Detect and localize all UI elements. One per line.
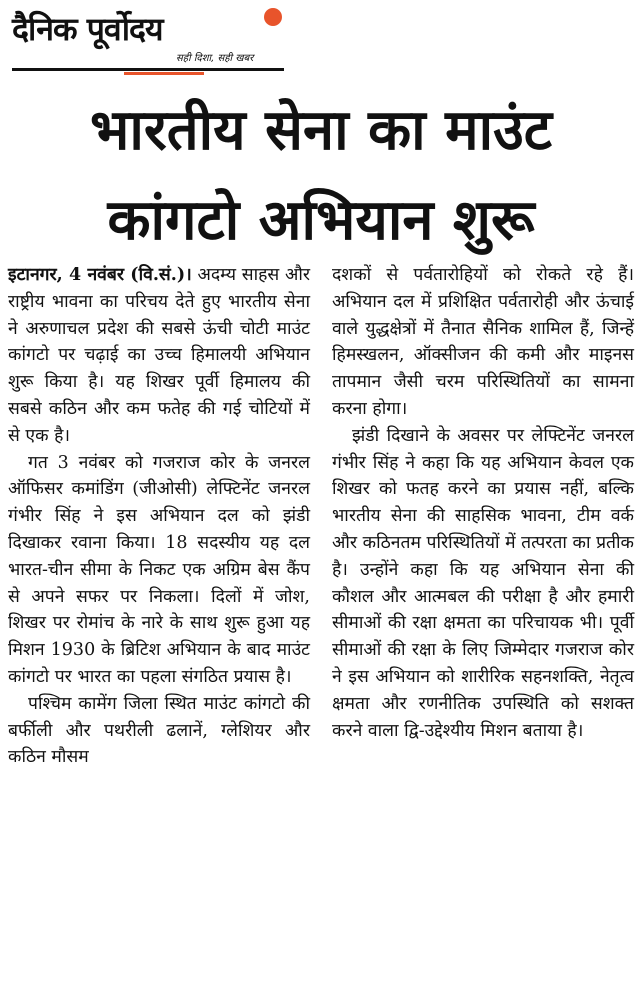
tagline: सही दिशा, सही खबर (176, 53, 254, 64)
article-paragraph: गत 3 नवंबर को गजराज कोर के जनरल ऑफिसर कमांडिंग (जीओसी) लेफ्टिनेंट जनरल गंभीर सिंह ने इस अभियान दल को झंडी दिखाकर रवाना किया। 18 सदस्यीय यह दल भारत-चीन सीमा के निकट एक अग्रिम बेस कैंप से अपने सफर पर निकला। दिलों में जोश, शिखर पर रोमांच के नारे के साथ शुरू हुआ यह मिशन 1930 के ब्रिटिश अभियान के बाद माउंट कांगटो पर भारत का पहला संगठित प्रयास है। (8, 452, 310, 687)
article-column-left (8, 262, 310, 771)
paragraph-text: अदम्य साहस और राष्ट्रीय भावना का परिचय देते हुए भारतीय सेना ने अरुणाचल प्रदेश की सबसे ऊंची चोटी माउंट कांगटो पर चढ़ाई का उच्च हिमालयी अभियान शुरू किया है। यह शिखर पूर्वी हिमालय की सबसे कठिन और कम फतेह की गई चोटियों में से एक है। (8, 265, 311, 446)
article-paragraph: दशकों से पर्वतारोहियों को रोकते रहे हैं। अभियान दल में प्रशिक्षित पर्वतारोही और ऊंचाई वाले युद्धक्षेत्रों में तैनात सैनिक शामिल हैं, जिन्हें हिमस्खलन, ऑक्सीजन की कमी और माइनस तापमान जैसी चरम परिस्थितियों का सामना करना होगा। (332, 265, 634, 419)
article-paragraph: पश्चिम कामेंग जिला स्थित माउंट कांगटो की बर्फीली और पथरीली ढलानें, ग्लेशियर और कठिन मौसम (8, 693, 310, 768)
headline-line-1: भारतीय सेना का माउंट (89, 98, 553, 163)
dateline: इटानगर, 4 नवंबर (वि.सं.)। (8, 265, 192, 285)
article-paragraph: झंडी दिखाने के अवसर पर लेफ्टिनेंट जनरल गंभीर सिंह ने कहा कि यह अभियान केवल एक शिखर को फतह करने का प्रयास नहीं, बल्कि भारतीय सेना की साहसिक भावना, टीम वर्क और कठिनतम परिस्थितियों में तत्परता का प्रतीक है। उन्होंने कहा कि यह अभियान सेना की कौशल और आत्मबल की परीक्षा है और हमारी सीमाओं की रक्षा क्षमता का परिचायक भी। पूर्वी सीमाओं की रक्षा के लिए जिम्मेदार गजराज कोर ने इस अभियान को शारीरिक सहनशक्ति, नेतृत्व क्षमता और रणनीतिक उपस्थिति को सशक्त करने वाला द्वि-उद्देश्यीय मिशन बताया है। (332, 425, 634, 741)
brand-dot-icon (264, 8, 282, 26)
article-paragraph (8, 262, 310, 450)
brand-name: दैनिक पूर्वोदय (12, 10, 163, 48)
masthead (12, 6, 284, 74)
masthead-accent-rule (124, 72, 204, 75)
headline (0, 86, 642, 266)
article-column-right (332, 262, 634, 744)
headline-line-2: कांगटो अभियान शुरू (107, 188, 535, 253)
masthead-rule (12, 68, 284, 71)
